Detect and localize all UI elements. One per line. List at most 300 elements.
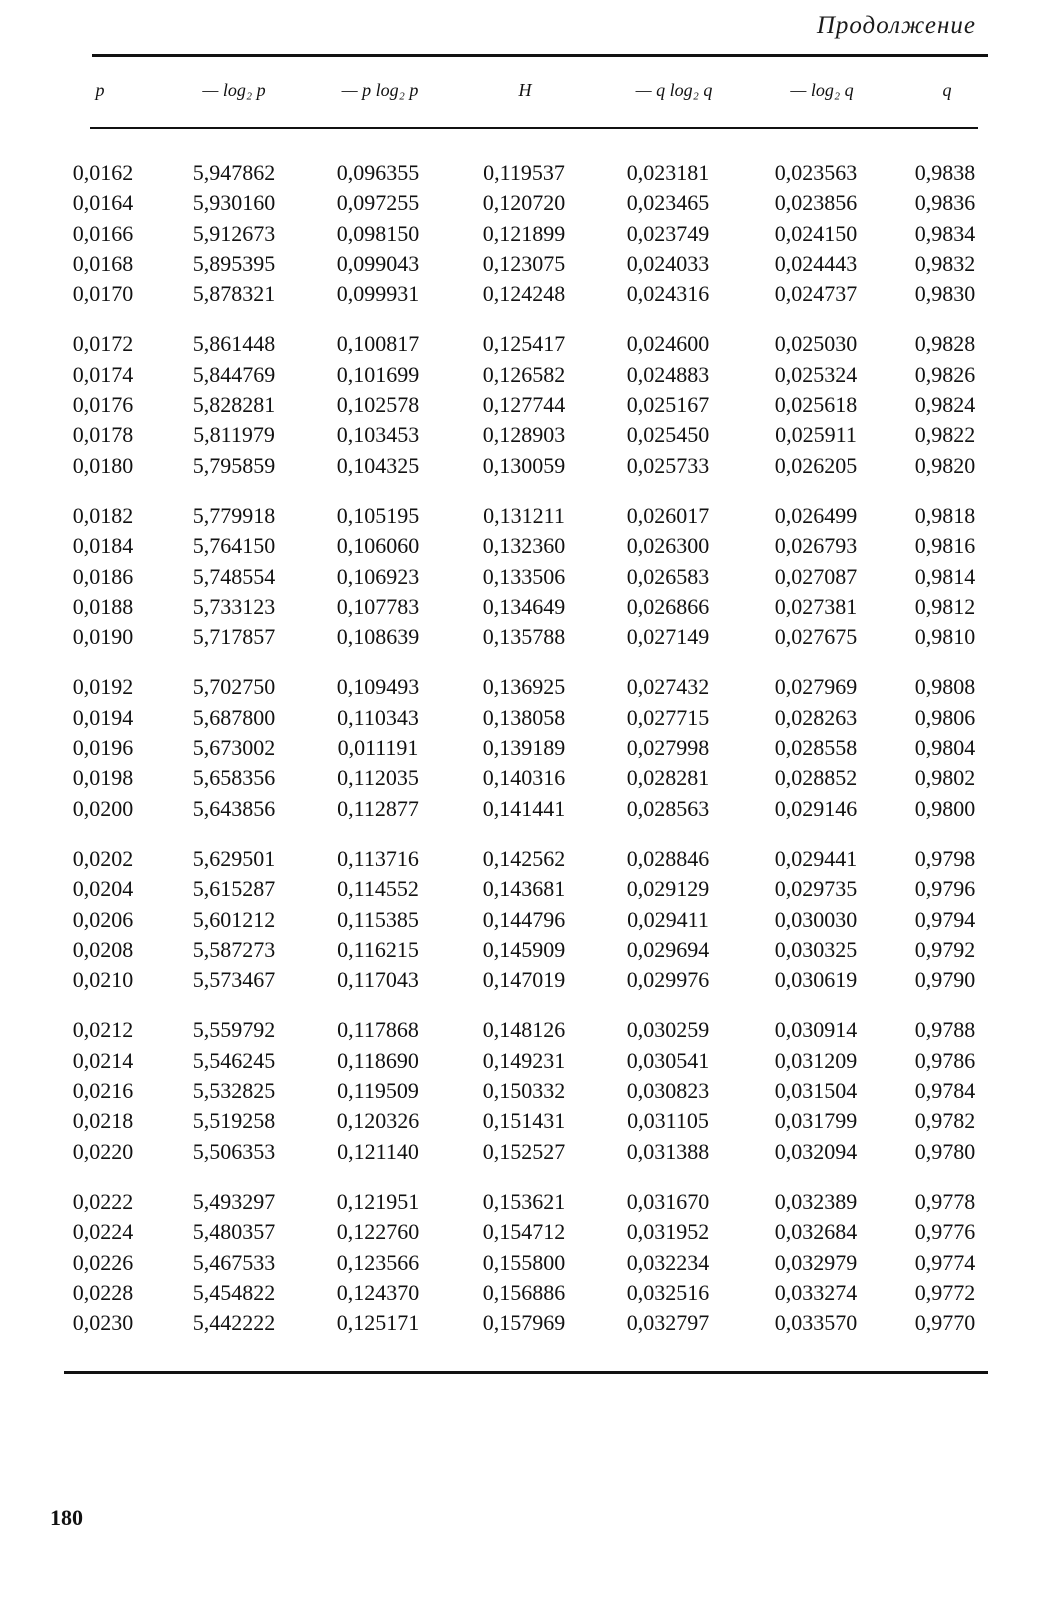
cell-neg-q-log2-q-value: 0,028563	[626, 795, 710, 821]
table-row	[0, 937, 1058, 967]
cell-neg-log2-p-value: 5,895395	[192, 250, 276, 276]
cell-neg-q-log2-q-value: 0,031670	[626, 1188, 710, 1214]
cell-q-value: 0,9838	[914, 160, 976, 185]
table-row	[0, 1048, 1058, 1078]
cell-q-value: 0,9800	[914, 795, 976, 821]
cell-q-value: 0,9786	[914, 1047, 976, 1073]
cell-h-value: 0,147019	[482, 967, 566, 993]
continuation-label: Продолжение	[816, 12, 976, 39]
cell-neg-q-log2-q-value: 0,025167	[626, 392, 710, 418]
cell-q-value: 0,9788	[914, 1017, 976, 1043]
cell-q-value: 0,9818	[914, 502, 976, 528]
row-group	[0, 674, 1058, 825]
cell-p-value: 0,0180	[72, 452, 134, 478]
cell-neg-log2-q-value: 0,027969	[774, 674, 858, 700]
cell-neg-p-log2-p-value: 0,120326	[336, 1108, 420, 1134]
cell-neg-p-log2-p-value: 0,117043	[337, 967, 419, 993]
cell-neg-q-log2-q-value: 0,024033	[626, 250, 710, 276]
cell-neg-log2-p-value: 5,493297	[192, 1188, 276, 1214]
cell-neg-q-log2-q-value: 0,026017	[626, 502, 710, 528]
cell-neg-log2-q-value: 0,025030	[774, 331, 858, 357]
table-row	[0, 624, 1058, 654]
cell-h-value: 0,134649	[482, 593, 566, 619]
cell-q-value: 0,9826	[914, 361, 976, 387]
cell-neg-p-log2-p-value: 0,099043	[336, 250, 420, 276]
cell-q-value: 0,9778	[914, 1188, 976, 1214]
cell-neg-log2-q-value: 0,029441	[774, 845, 858, 871]
cell-q-value: 0,9824	[914, 392, 976, 418]
header-neg-log2-p: — log₂ p	[202, 80, 266, 100]
cell-neg-q-log2-q-value: 0,027149	[626, 624, 710, 650]
header-p: p	[95, 80, 105, 100]
cell-neg-q-log2-q-value: 0,023465	[626, 190, 710, 216]
cell-p-value: 0,0224	[72, 1219, 134, 1245]
cell-neg-q-log2-q-value: 0,027432	[626, 674, 710, 700]
cell-neg-q-log2-q-value: 0,027715	[626, 704, 710, 730]
cell-neg-p-log2-p-value: 0,116215	[337, 936, 419, 962]
cell-neg-log2-p-value: 5,601212	[192, 906, 276, 932]
cell-neg-q-log2-q-value: 0,030541	[626, 1047, 710, 1073]
header-neg-q-log2-q: — q log₂ q	[635, 80, 713, 100]
cell-neg-log2-q-value: 0,023856	[774, 190, 858, 216]
table-row	[0, 190, 1058, 220]
cell-neg-q-log2-q-value: 0,029129	[626, 876, 710, 902]
cell-neg-log2-q-value: 0,028558	[774, 735, 858, 761]
table-row	[0, 674, 1058, 704]
cell-neg-p-log2-p-value: 0,106060	[336, 533, 420, 559]
cell-neg-p-log2-p-value: 0,104325	[336, 452, 420, 478]
cell-neg-p-log2-p-value: 0,112035	[337, 765, 419, 791]
cell-q-value: 0,9822	[914, 422, 976, 448]
cell-q-value: 0,9792	[914, 936, 976, 962]
table-row	[0, 251, 1058, 281]
cell-neg-p-log2-p-value: 0,125171	[336, 1310, 420, 1336]
table-row	[0, 281, 1058, 311]
cell-q-value: 0,9810	[914, 624, 976, 650]
cell-neg-p-log2-p-value: 0,101699	[336, 361, 420, 387]
table-row	[0, 564, 1058, 594]
cell-h-value: 0,120720	[482, 190, 566, 216]
table-row	[0, 453, 1058, 483]
cell-p-value: 0,0204	[72, 876, 134, 902]
table-row	[0, 907, 1058, 937]
cell-q-value: 0,9808	[914, 674, 976, 700]
cell-neg-log2-p-value: 5,480357	[192, 1219, 276, 1245]
cell-p-value: 0,0216	[72, 1078, 134, 1104]
cell-neg-log2-p-value: 5,930160	[192, 190, 276, 216]
cell-neg-log2-q-value: 0,030619	[774, 967, 858, 993]
cell-neg-log2-q-value: 0,027675	[774, 624, 858, 650]
cell-q-value: 0,9776	[914, 1219, 976, 1245]
header-h: H	[518, 80, 532, 100]
cell-neg-p-log2-p-value: 0,106923	[336, 563, 420, 589]
cell-h-value: 0,152527	[482, 1138, 566, 1164]
cell-neg-p-log2-p-value: 0,113716	[337, 845, 419, 871]
cell-h-value: 0,155800	[482, 1249, 566, 1275]
cell-q-value: 0,9802	[914, 765, 976, 791]
cell-q-value: 0,9812	[914, 593, 976, 619]
cell-p-value: 0,0172	[72, 331, 134, 357]
cell-q-value: 0,9796	[914, 876, 976, 902]
cell-neg-log2-q-value: 0,031799	[774, 1108, 858, 1134]
cell-neg-log2-p-value: 5,811979	[193, 422, 275, 448]
table-row	[0, 1017, 1058, 1047]
cell-neg-q-log2-q-value: 0,026300	[626, 533, 710, 559]
table-row	[0, 503, 1058, 533]
header-neg-p-log2-p: — p log₂ p	[341, 80, 419, 100]
cell-p-value: 0,0170	[72, 281, 134, 307]
cell-neg-log2-q-value: 0,033274	[774, 1279, 858, 1305]
cell-neg-q-log2-q-value: 0,029976	[626, 967, 710, 993]
cell-neg-log2-q-value: 0,030914	[774, 1017, 858, 1043]
cell-neg-p-log2-p-value: 0,110343	[337, 704, 419, 730]
table-row	[0, 735, 1058, 765]
cell-q-value: 0,9784	[914, 1078, 976, 1104]
table-row	[0, 705, 1058, 735]
table-row	[0, 221, 1058, 251]
cell-neg-log2-q-value: 0,027381	[774, 593, 858, 619]
cell-neg-log2-q-value: 0,026499	[774, 502, 858, 528]
cell-p-value: 0,0230	[72, 1310, 134, 1336]
cell-neg-log2-p-value: 5,615287	[192, 876, 276, 902]
cell-p-value: 0,0166	[72, 220, 134, 246]
cell-neg-p-log2-p-value: 0,105195	[336, 502, 420, 528]
cell-p-value: 0,0226	[72, 1249, 134, 1275]
cell-h-value: 0,136925	[482, 674, 566, 700]
table-row	[0, 1078, 1058, 1108]
table-row	[0, 846, 1058, 876]
cell-p-value: 0,0192	[72, 674, 134, 700]
cell-q-value: 0,9774	[914, 1249, 976, 1275]
cell-neg-q-log2-q-value: 0,030823	[626, 1078, 710, 1104]
cell-neg-log2-p-value: 5,454822	[192, 1279, 276, 1305]
cell-neg-q-log2-q-value: 0,024883	[626, 361, 710, 387]
cell-q-value: 0,9782	[914, 1108, 976, 1134]
cell-h-value: 0,123075	[482, 250, 566, 276]
cell-p-value: 0,0184	[72, 533, 134, 559]
table-row	[0, 1108, 1058, 1138]
cell-h-value: 0,153621	[482, 1188, 566, 1214]
cell-neg-p-log2-p-value: 0,112877	[337, 795, 419, 821]
cell-neg-p-log2-p-value: 0,118690	[337, 1047, 419, 1073]
cell-h-value: 0,119537	[483, 160, 565, 185]
cell-neg-log2-q-value: 0,024737	[774, 281, 858, 307]
cell-neg-p-log2-p-value: 0,097255	[336, 190, 420, 216]
cell-neg-log2-q-value: 0,033570	[774, 1310, 858, 1336]
cell-q-value: 0,9834	[914, 220, 976, 246]
cell-q-value: 0,9794	[914, 906, 976, 932]
cell-neg-log2-q-value: 0,023563	[774, 160, 858, 185]
cell-neg-log2-p-value: 5,629501	[192, 845, 276, 871]
cell-neg-q-log2-q-value: 0,031952	[626, 1219, 710, 1245]
cell-neg-log2-p-value: 5,673002	[192, 735, 276, 761]
cell-p-value: 0,0168	[72, 250, 134, 276]
cell-p-value: 0,0176	[72, 392, 134, 418]
cell-neg-log2-q-value: 0,032094	[774, 1138, 858, 1164]
cell-neg-q-log2-q-value: 0,025450	[626, 422, 710, 448]
cell-q-value: 0,9790	[914, 967, 976, 993]
cell-neg-log2-p-value: 5,878321	[192, 281, 276, 307]
cell-neg-p-log2-p-value: 0,121140	[337, 1138, 419, 1164]
cell-neg-p-log2-p-value: 0,099931	[336, 281, 420, 307]
cell-neg-log2-q-value: 0,024150	[774, 220, 858, 246]
cell-q-value: 0,9836	[914, 190, 976, 216]
cell-q-value: 0,9780	[914, 1138, 976, 1164]
table-row	[0, 392, 1058, 422]
cell-neg-q-log2-q-value: 0,024600	[626, 331, 710, 357]
row-group	[0, 846, 1058, 997]
table-row	[0, 876, 1058, 906]
cell-q-value: 0,9820	[914, 452, 976, 478]
cell-neg-p-log2-p-value: 0,107783	[336, 593, 420, 619]
cell-neg-log2-q-value: 0,026205	[774, 452, 858, 478]
cell-neg-q-log2-q-value: 0,026583	[626, 563, 710, 589]
bottom-rule	[64, 1371, 988, 1374]
cell-neg-log2-p-value: 5,519258	[192, 1108, 276, 1134]
cell-neg-q-log2-q-value: 0,032516	[626, 1279, 710, 1305]
cell-neg-q-log2-q-value: 0,031105	[627, 1108, 709, 1134]
cell-neg-q-log2-q-value: 0,026866	[626, 593, 710, 619]
cell-neg-p-log2-p-value: 0,096355	[336, 160, 420, 185]
table-row	[0, 331, 1058, 361]
cell-neg-log2-p-value: 5,828281	[192, 392, 276, 418]
cell-q-value: 0,9798	[914, 845, 976, 871]
header-q: q	[942, 80, 952, 100]
cell-neg-log2-q-value: 0,031209	[774, 1047, 858, 1073]
cell-p-value: 0,0222	[72, 1188, 134, 1214]
row-group	[0, 503, 1058, 654]
cell-p-value: 0,0210	[72, 967, 134, 993]
cell-p-value: 0,0186	[72, 563, 134, 589]
table-row	[0, 796, 1058, 826]
table-row	[0, 160, 1058, 190]
cell-neg-log2-p-value: 5,559792	[192, 1017, 276, 1043]
cell-h-value: 0,151431	[482, 1108, 566, 1134]
cell-neg-log2-p-value: 5,467533	[192, 1249, 276, 1275]
cell-neg-log2-q-value: 0,026793	[774, 533, 858, 559]
cell-neg-log2-q-value: 0,031504	[774, 1078, 858, 1104]
table-row	[0, 1219, 1058, 1249]
cell-h-value: 0,131211	[483, 502, 565, 528]
cell-h-value: 0,154712	[482, 1219, 566, 1245]
table-row	[0, 1189, 1058, 1219]
cell-neg-q-log2-q-value: 0,032797	[626, 1310, 710, 1336]
cell-neg-p-log2-p-value: 0,117868	[337, 1017, 419, 1043]
cell-p-value: 0,0206	[72, 906, 134, 932]
cell-p-value: 0,0202	[72, 845, 134, 871]
cell-p-value: 0,0164	[72, 190, 134, 216]
cell-q-value: 0,9830	[914, 281, 976, 307]
cell-neg-p-log2-p-value: 0,119509	[337, 1078, 419, 1104]
cell-h-value: 0,141441	[482, 795, 566, 821]
cell-neg-p-log2-p-value: 0,011191	[337, 735, 419, 761]
cell-neg-log2-p-value: 5,643856	[192, 795, 276, 821]
cell-p-value: 0,0194	[72, 704, 134, 730]
cell-h-value: 0,156886	[482, 1279, 566, 1305]
header-neg-log2-q: — log₂ q	[790, 80, 854, 100]
cell-neg-q-log2-q-value: 0,025733	[626, 452, 710, 478]
cell-neg-log2-p-value: 5,532825	[192, 1078, 276, 1104]
cell-neg-log2-p-value: 5,844769	[192, 361, 276, 387]
cell-neg-p-log2-p-value: 0,121951	[336, 1188, 420, 1214]
cell-neg-q-log2-q-value: 0,023181	[626, 160, 710, 185]
cell-h-value: 0,133506	[482, 563, 566, 589]
cell-neg-log2-q-value: 0,025618	[774, 392, 858, 418]
cell-neg-log2-p-value: 5,442222	[192, 1310, 276, 1336]
cell-neg-p-log2-p-value: 0,123566	[336, 1249, 420, 1275]
cell-h-value: 0,132360	[482, 533, 566, 559]
cell-neg-log2-q-value: 0,032389	[774, 1188, 858, 1214]
cell-neg-log2-p-value: 5,733123	[192, 593, 276, 619]
cell-q-value: 0,9806	[914, 704, 976, 730]
cell-p-value: 0,0218	[72, 1108, 134, 1134]
cell-neg-log2-q-value: 0,032684	[774, 1219, 858, 1245]
cell-neg-q-log2-q-value: 0,031388	[626, 1138, 710, 1164]
cell-p-value: 0,0228	[72, 1279, 134, 1305]
cell-h-value: 0,150332	[482, 1078, 566, 1104]
cell-h-value: 0,121899	[482, 220, 566, 246]
cell-q-value: 0,9816	[914, 533, 976, 559]
cell-neg-log2-p-value: 5,764150	[192, 533, 276, 559]
cell-p-value: 0,0178	[72, 422, 134, 448]
table-row	[0, 1139, 1058, 1169]
cell-neg-log2-p-value: 5,748554	[192, 563, 276, 589]
cell-h-value: 0,139189	[482, 735, 566, 761]
cell-p-value: 0,0214	[72, 1047, 134, 1073]
cell-h-value: 0,143681	[482, 876, 566, 902]
cell-h-value: 0,138058	[482, 704, 566, 730]
header-rule	[90, 127, 978, 129]
cell-neg-q-log2-q-value: 0,032234	[626, 1249, 710, 1275]
cell-neg-log2-q-value: 0,027087	[774, 563, 858, 589]
cell-h-value: 0,142562	[482, 845, 566, 871]
cell-q-value: 0,9772	[914, 1279, 976, 1305]
cell-neg-q-log2-q-value: 0,024316	[626, 281, 710, 307]
cell-neg-log2-p-value: 5,947862	[192, 160, 276, 185]
page-number: 180	[50, 1505, 83, 1530]
cell-h-value: 0,128903	[482, 422, 566, 448]
cell-neg-log2-p-value: 5,717857	[192, 624, 276, 650]
cell-neg-log2-q-value: 0,028852	[774, 765, 858, 791]
cell-neg-log2-q-value: 0,028263	[774, 704, 858, 730]
cell-p-value: 0,0182	[72, 502, 134, 528]
cell-p-value: 0,0200	[72, 795, 134, 821]
cell-neg-p-log2-p-value: 0,103453	[336, 422, 420, 448]
row-group	[0, 160, 1058, 311]
table-row	[0, 422, 1058, 452]
cell-h-value: 0,125417	[482, 331, 566, 357]
table-row	[0, 1310, 1058, 1340]
cell-neg-q-log2-q-value: 0,028846	[626, 845, 710, 871]
cell-neg-p-log2-p-value: 0,102578	[336, 392, 420, 418]
cell-neg-p-log2-p-value: 0,115385	[337, 906, 419, 932]
cell-h-value: 0,144796	[482, 906, 566, 932]
top-rule	[92, 54, 988, 57]
cell-neg-log2-p-value: 5,506353	[192, 1138, 276, 1164]
table-row	[0, 362, 1058, 392]
table-header	[0, 80, 1058, 110]
cell-neg-log2-q-value: 0,032979	[774, 1249, 858, 1275]
cell-neg-p-log2-p-value: 0,114552	[337, 876, 419, 902]
cell-h-value: 0,149231	[482, 1047, 566, 1073]
cell-p-value: 0,0196	[72, 735, 134, 761]
cell-p-value: 0,0188	[72, 593, 134, 619]
cell-neg-q-log2-q-value: 0,027998	[626, 735, 710, 761]
cell-h-value: 0,157969	[482, 1310, 566, 1336]
cell-neg-q-log2-q-value: 0,030259	[626, 1017, 710, 1043]
cell-neg-p-log2-p-value: 0,100817	[336, 331, 420, 357]
cell-h-value: 0,126582	[482, 361, 566, 387]
table-row	[0, 765, 1058, 795]
cell-h-value: 0,145909	[482, 936, 566, 962]
cell-p-value: 0,0198	[72, 765, 134, 791]
cell-neg-q-log2-q-value: 0,023749	[626, 220, 710, 246]
cell-neg-log2-p-value: 5,587273	[192, 936, 276, 962]
cell-neg-p-log2-p-value: 0,098150	[336, 220, 420, 246]
cell-neg-log2-p-value: 5,546245	[192, 1047, 276, 1073]
cell-p-value: 0,0208	[72, 936, 134, 962]
cell-p-value: 0,0174	[72, 361, 134, 387]
row-group	[0, 331, 1058, 482]
table-row	[0, 594, 1058, 624]
cell-p-value: 0,0212	[72, 1017, 134, 1043]
cell-q-value: 0,9814	[914, 563, 976, 589]
cell-q-value: 0,9804	[914, 735, 976, 761]
cell-neg-log2-p-value: 5,795859	[192, 452, 276, 478]
cell-neg-log2-p-value: 5,779918	[192, 502, 276, 528]
cell-h-value: 0,140316	[482, 765, 566, 791]
cell-p-value: 0,0162	[72, 160, 134, 185]
cell-neg-log2-q-value: 0,025324	[774, 361, 858, 387]
row-group	[0, 1189, 1058, 1340]
cell-q-value: 0,9770	[914, 1310, 976, 1336]
cell-h-value: 0,130059	[482, 452, 566, 478]
table-row	[0, 967, 1058, 997]
cell-neg-p-log2-p-value: 0,109493	[336, 674, 420, 700]
row-group	[0, 1017, 1058, 1168]
cell-neg-p-log2-p-value: 0,108639	[336, 624, 420, 650]
cell-neg-log2-p-value: 5,687800	[192, 704, 276, 730]
cell-h-value: 0,124248	[482, 281, 566, 307]
cell-p-value: 0,0190	[72, 624, 134, 650]
cell-neg-q-log2-q-value: 0,029694	[626, 936, 710, 962]
cell-h-value: 0,148126	[482, 1017, 566, 1043]
table-row	[0, 1250, 1058, 1280]
cell-neg-log2-q-value: 0,024443	[774, 250, 858, 276]
cell-neg-log2-p-value: 5,912673	[192, 220, 276, 246]
cell-p-value: 0,0220	[72, 1138, 134, 1164]
cell-q-value: 0,9828	[914, 331, 976, 357]
cell-neg-p-log2-p-value: 0,122760	[336, 1219, 420, 1245]
cell-neg-p-log2-p-value: 0,124370	[336, 1279, 420, 1305]
cell-neg-q-log2-q-value: 0,028281	[626, 765, 710, 791]
table-body	[0, 160, 1058, 1360]
cell-neg-log2-p-value: 5,702750	[192, 674, 276, 700]
cell-neg-log2-q-value: 0,030325	[774, 936, 858, 962]
cell-neg-log2-q-value: 0,030030	[774, 906, 858, 932]
cell-neg-log2-p-value: 5,573467	[192, 967, 276, 993]
cell-h-value: 0,127744	[482, 392, 566, 418]
cell-neg-q-log2-q-value: 0,029411	[627, 906, 709, 932]
table-row	[0, 533, 1058, 563]
cell-neg-log2-p-value: 5,658356	[192, 765, 276, 791]
cell-neg-log2-q-value: 0,029735	[774, 876, 858, 902]
cell-neg-log2-p-value: 5,861448	[192, 331, 276, 357]
table-row	[0, 1280, 1058, 1310]
cell-neg-log2-q-value: 0,025911	[775, 422, 857, 448]
cell-neg-log2-q-value: 0,029146	[774, 795, 858, 821]
cell-h-value: 0,135788	[482, 624, 566, 650]
